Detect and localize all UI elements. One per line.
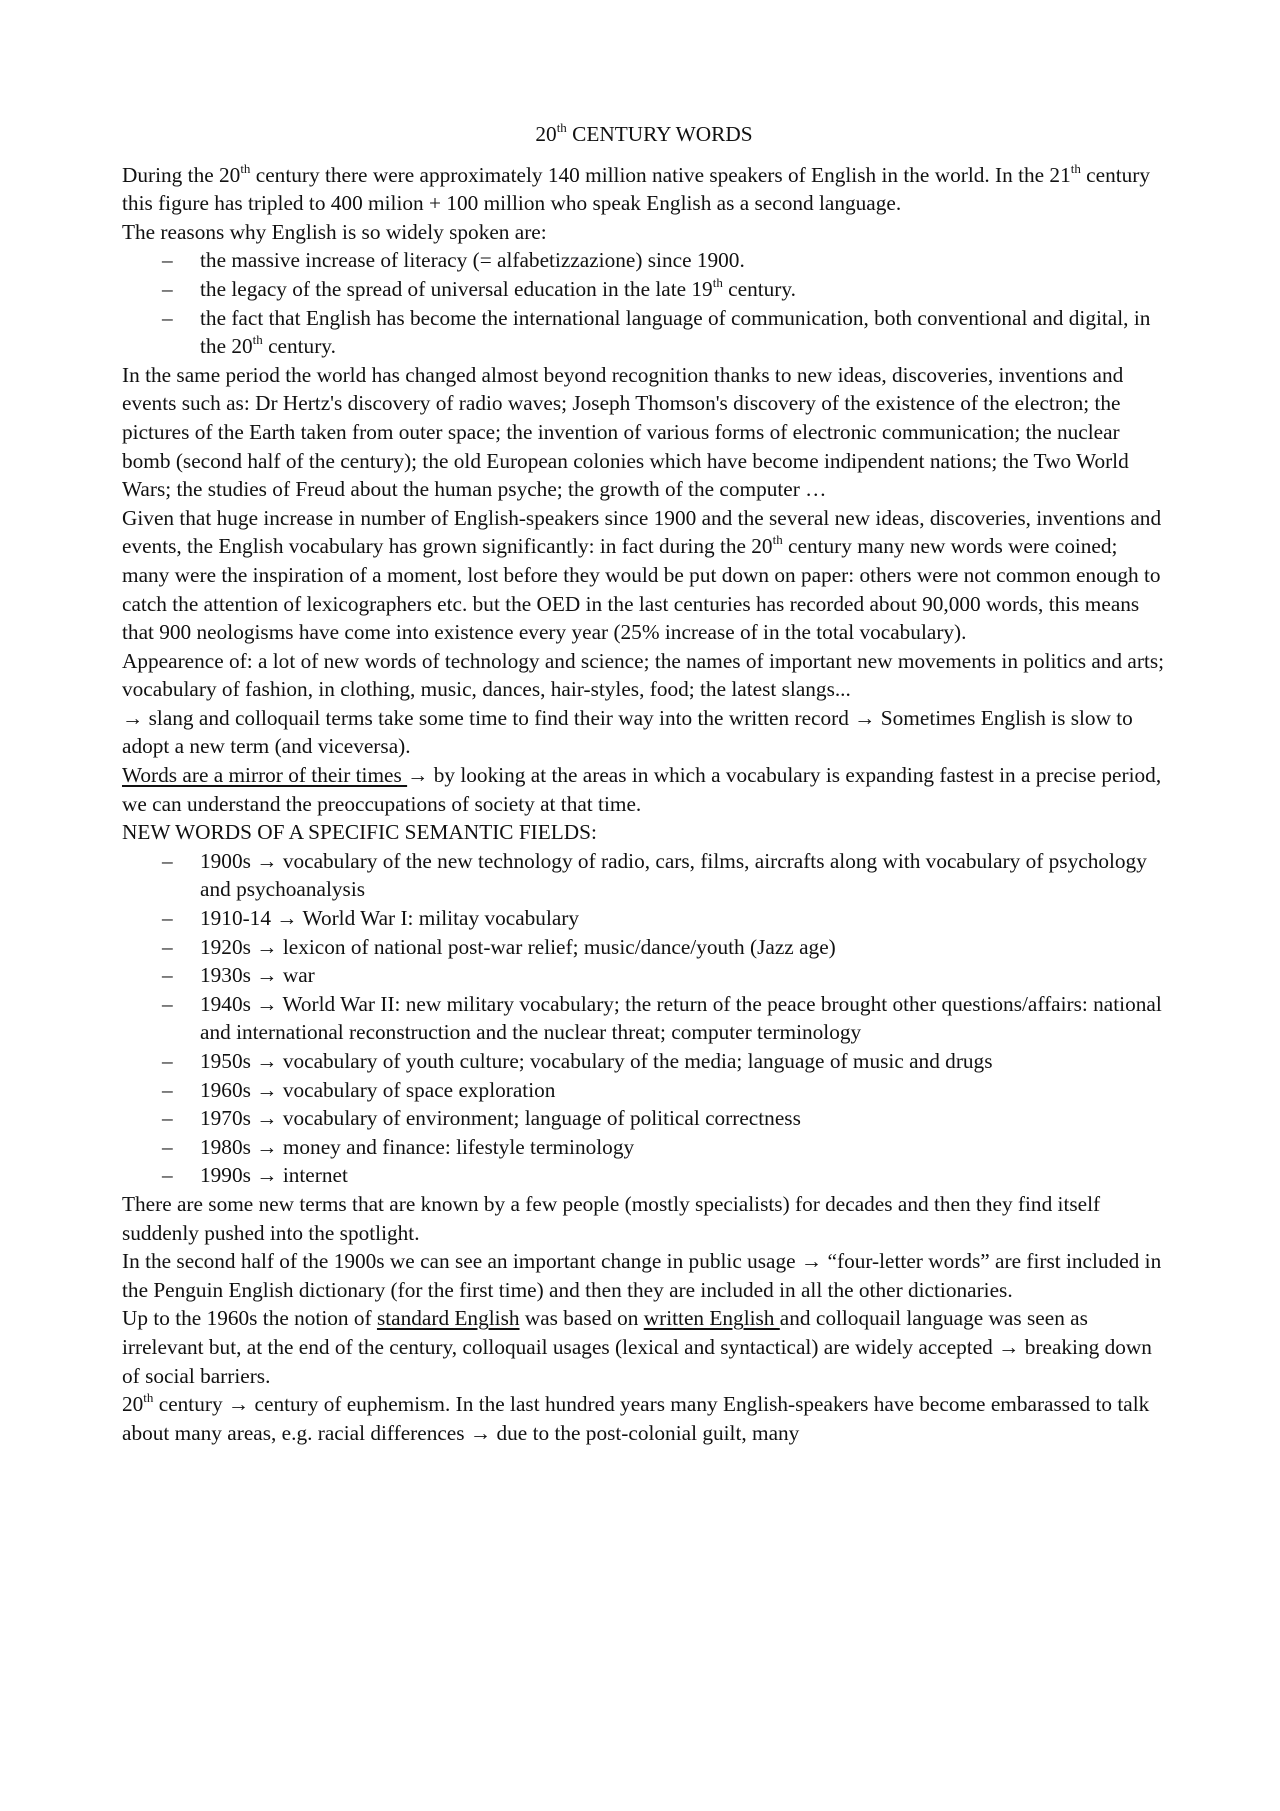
paragraph-mirror: Words are a mirror of their times → by looking at the areas in which a vocabulary is expanding fastest in a precise period, we can understand the preoccupations of society at that time. bbox=[122, 763, 1162, 816]
paragraph-speakers: During the 20th century there were approximately 140 million native speakers of English in the world. In the 21th century this figure has tripled to 400 milion + 100 million who speak English as a second language. bbox=[122, 160, 1151, 216]
list-item: – 1970s → vocabulary of environment; language of political correctness bbox=[122, 1104, 1166, 1133]
paragraph-standard-english: Up to the 1960s the notion of standard English was based on written English and colloquail language was seen as irrelevant but, at the end of the century, colloquail usages (lexical and syntactical) are widely accepted → breaking down of social barriers. bbox=[122, 1306, 1152, 1388]
list-item: – the fact that English has become the international language of communication, both conventional and digital, in the 20th century. bbox=[122, 304, 1166, 361]
list-item: – 1920s → lexicon of national post-war relief; music/dance/youth (Jazz age) bbox=[122, 933, 1166, 962]
paragraph-spotlight: There are some new terms that are known by a few people (mostly specialists) for decades and then they find itself suddenly pushed into the spotlight. bbox=[122, 1191, 1101, 1245]
list-item: – the massive increase of literacy (= alfabetizzazione) since 1900. bbox=[122, 246, 1166, 275]
paragraph-changes: In the same period the world has changed almost beyond recognition thanks to new ideas, discoveries, inventions and events such as: Dr Hertz's discovery of radio waves; Joseph Thomson's discovery of the existence of the electron; the pictures of the Earth taken from outer space; the invention of various forms of electronic communication; the nuclear bomb (second half of the century); the old European colonies which have become indipendent nations; the Two World Wars; the studies of Freud about the human psyche; the growth of the computer … bbox=[122, 362, 1129, 502]
list-item: – 1950s → vocabulary of youth culture; vocabulary of the media; language of music and drugs bbox=[122, 1047, 1166, 1076]
semantic-fields-list bbox=[122, 847, 1166, 1190]
reasons-list bbox=[122, 246, 1166, 360]
paragraph-appearence: Appearence of: a lot of new words of technology and science; the names of important new movements in politics and arts; vocabulary of fashion, in clothing, music, dances, hair-styles, food; the latest slangs... bbox=[122, 648, 1165, 702]
paragraph-euphemism: 20th century → century of euphemism. In the last hundred years many English-speakers have become embarassed to talk about many areas, e.g. racial differences → due to the post-colonial guilt, many bbox=[122, 1390, 1150, 1445]
fields-heading: NEW WORDS OF A SPECIFIC SEMANTIC FIELDS: bbox=[122, 820, 597, 845]
list-item: – 1980s → money and finance: lifestyle terminology bbox=[122, 1133, 1166, 1162]
paragraph-vocabulary-growth: Given that huge increase in number of English-speakers since 1900 and the several new ideas, discoveries, inventions and events, the English vocabulary has grown significantly: in fact during the 20th century many new words were coined; many were the inspiration of a moment, lost before they would be put down on paper: others were not common enough to catch the attention of lexicographers etc. but the OED in the last centuries has recorded about 90,000 words, this means that 900 neologisms have come into existence every year (25% increase of in the total vocabulary). bbox=[122, 505, 1162, 645]
document-body bbox=[122, 120, 1166, 1447]
list-item: – 1940s → World War II: new military vocabulary; the return of the peace brought other questions/affairs: national and international reconstruction and the nuclear threat; computer terminology bbox=[122, 990, 1166, 1047]
list-item: – 1900s → vocabulary of the new technology of radio, cars, films, aircrafts along with vocabulary of psychology and psychoanalysis bbox=[122, 847, 1166, 904]
list-item: – 1990s → internet bbox=[122, 1161, 1166, 1190]
list-item: – 1960s → vocabulary of space exploration bbox=[122, 1076, 1166, 1105]
page-title: 20th CENTURY WORDS bbox=[535, 119, 753, 146]
list-item: – the legacy of the spread of universal education in the late 19th century. bbox=[122, 275, 1166, 304]
paragraph-slang: → slang and colloquail terms take some time to find their way into the written record → Sometimes English is slow to adopt a new term (and viceversa). bbox=[122, 705, 1133, 759]
reasons-intro: The reasons why English is so widely spoken are: bbox=[122, 219, 547, 244]
paragraph-four-letter-words: In the second half of the 1900s we can see an important change in public usage → “four-letter words” are first included in the Penguin English dictionary (for the first time) and then they are included in all the other dictionaries. bbox=[122, 1249, 1162, 1302]
list-item: – 1930s → war bbox=[122, 961, 1166, 990]
list-item: – 1910-14 → World War I: militay vocabulary bbox=[122, 904, 1166, 933]
